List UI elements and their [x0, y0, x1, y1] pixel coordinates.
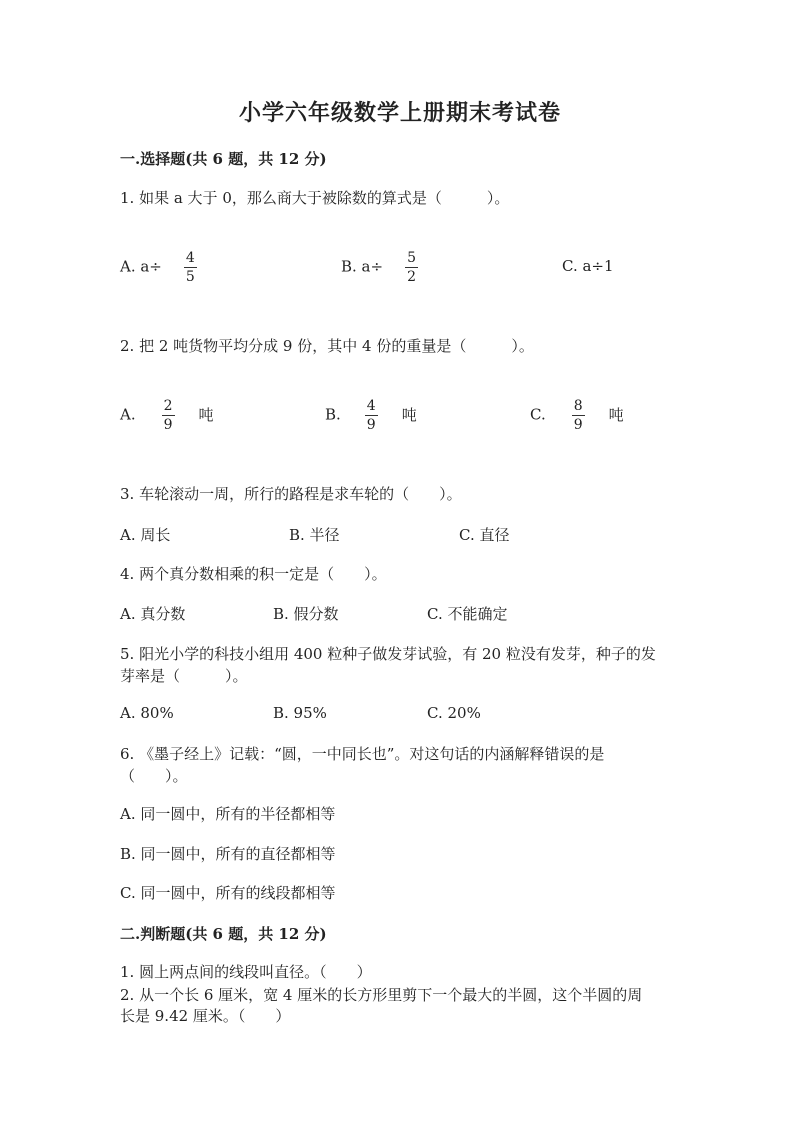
section-heading-judgment: 二.判断题(共 6 题，共 12 分) — [120, 925, 327, 943]
question-1: 1. 如果 a 大于 0，那么商大于被除数的算式是（ ）。 — [120, 189, 510, 207]
fraction-numerator: 8 — [573, 398, 583, 414]
q1-option-b-fraction — [405, 250, 418, 285]
q2-option-b-unit: 吨 — [401, 405, 417, 424]
q1-option-b-prefix: B. a÷ — [341, 257, 384, 276]
question-2: 2. 把 2 吨货物平均分成 9 份，其中 4 份的重量是（ ）。 — [120, 337, 534, 355]
question-4: 4. 两个真分数相乘的积一定是（ ）。 — [120, 565, 387, 583]
q1-option-b — [341, 250, 418, 285]
question-6-line-1: 6. 《墨子经上》记载：“圆，一中同长也”。对这句话的内涵解释错误的是 — [120, 745, 605, 763]
q3-option-a: A. 周长 — [120, 526, 171, 544]
section-heading-choice: 一.选择题(共 6 题，共 12 分) — [120, 150, 327, 168]
q1-option-a-prefix: A. a÷ — [120, 257, 162, 276]
q2-option-c-fraction — [572, 398, 585, 433]
q1-option-a-fraction — [184, 250, 197, 285]
q3-option-c: C. 直径 — [459, 526, 510, 544]
judgment-1: 1. 圆上两点间的线段叫直径。（ ） — [120, 963, 372, 981]
q2-option-b — [325, 398, 417, 433]
judgment-2-line-2: 长是 9.42 厘米。（ ） — [120, 1007, 291, 1025]
q1-option-c: C. a÷1 — [562, 257, 614, 275]
question-5-line-1: 5. 阳光小学的科技小组用 400 粒种子做发芽试验，有 20 粒没有发芽，种子的发 — [120, 645, 656, 663]
q2-option-c-prefix: C. — [530, 405, 546, 424]
q2-option-a-unit: 吨 — [198, 405, 214, 424]
fraction-denominator: 9 — [163, 417, 173, 433]
fraction-numerator: 4 — [366, 398, 376, 414]
q6-option-a: A. 同一圆中，所有的半径都相等 — [120, 805, 336, 823]
q5-option-b: B. 95% — [273, 704, 327, 722]
page-title: 小学六年级数学上册期末考试卷 — [238, 100, 561, 126]
q2-option-a — [120, 398, 214, 433]
fraction-numerator: 2 — [163, 398, 173, 414]
q1-option-a — [120, 250, 197, 285]
fraction-denominator: 9 — [366, 417, 376, 433]
q2-option-b-fraction — [365, 398, 378, 433]
q6-option-c: C. 同一圆中，所有的线段都相等 — [120, 884, 336, 902]
question-6-line-2: （ ）。 — [120, 767, 188, 785]
q5-option-c: C. 20% — [427, 704, 481, 722]
q2-option-c — [530, 398, 624, 433]
q2-option-b-prefix: B. — [325, 405, 341, 424]
judgment-2-line-1: 2. 从一个长 6 厘米，宽 4 厘米的长方形里剪下一个最大的半圆，这个半圆的周 — [120, 986, 643, 1004]
q5-option-a: A. 80% — [120, 704, 174, 722]
q2-option-a-fraction — [162, 398, 175, 433]
fraction-denominator: 5 — [185, 269, 195, 285]
fraction-numerator: 4 — [185, 250, 195, 266]
q4-option-a: A. 真分数 — [120, 605, 186, 623]
question-3: 3. 车轮滚动一周，所行的路程是求车轮的（ ）。 — [120, 485, 462, 503]
q3-option-b: B. 半径 — [289, 526, 340, 544]
q2-option-a-prefix: A. — [120, 405, 136, 424]
q6-option-b: B. 同一圆中，所有的直径都相等 — [120, 845, 336, 863]
q4-option-c: C. 不能确定 — [427, 605, 508, 623]
question-5-line-2: 芽率是（ ）。 — [120, 667, 248, 685]
q4-option-b: B. 假分数 — [273, 605, 339, 623]
fraction-denominator: 9 — [573, 417, 583, 433]
q2-option-c-unit: 吨 — [608, 405, 624, 424]
fraction-denominator: 2 — [407, 269, 416, 285]
fraction-numerator: 5 — [407, 250, 416, 266]
